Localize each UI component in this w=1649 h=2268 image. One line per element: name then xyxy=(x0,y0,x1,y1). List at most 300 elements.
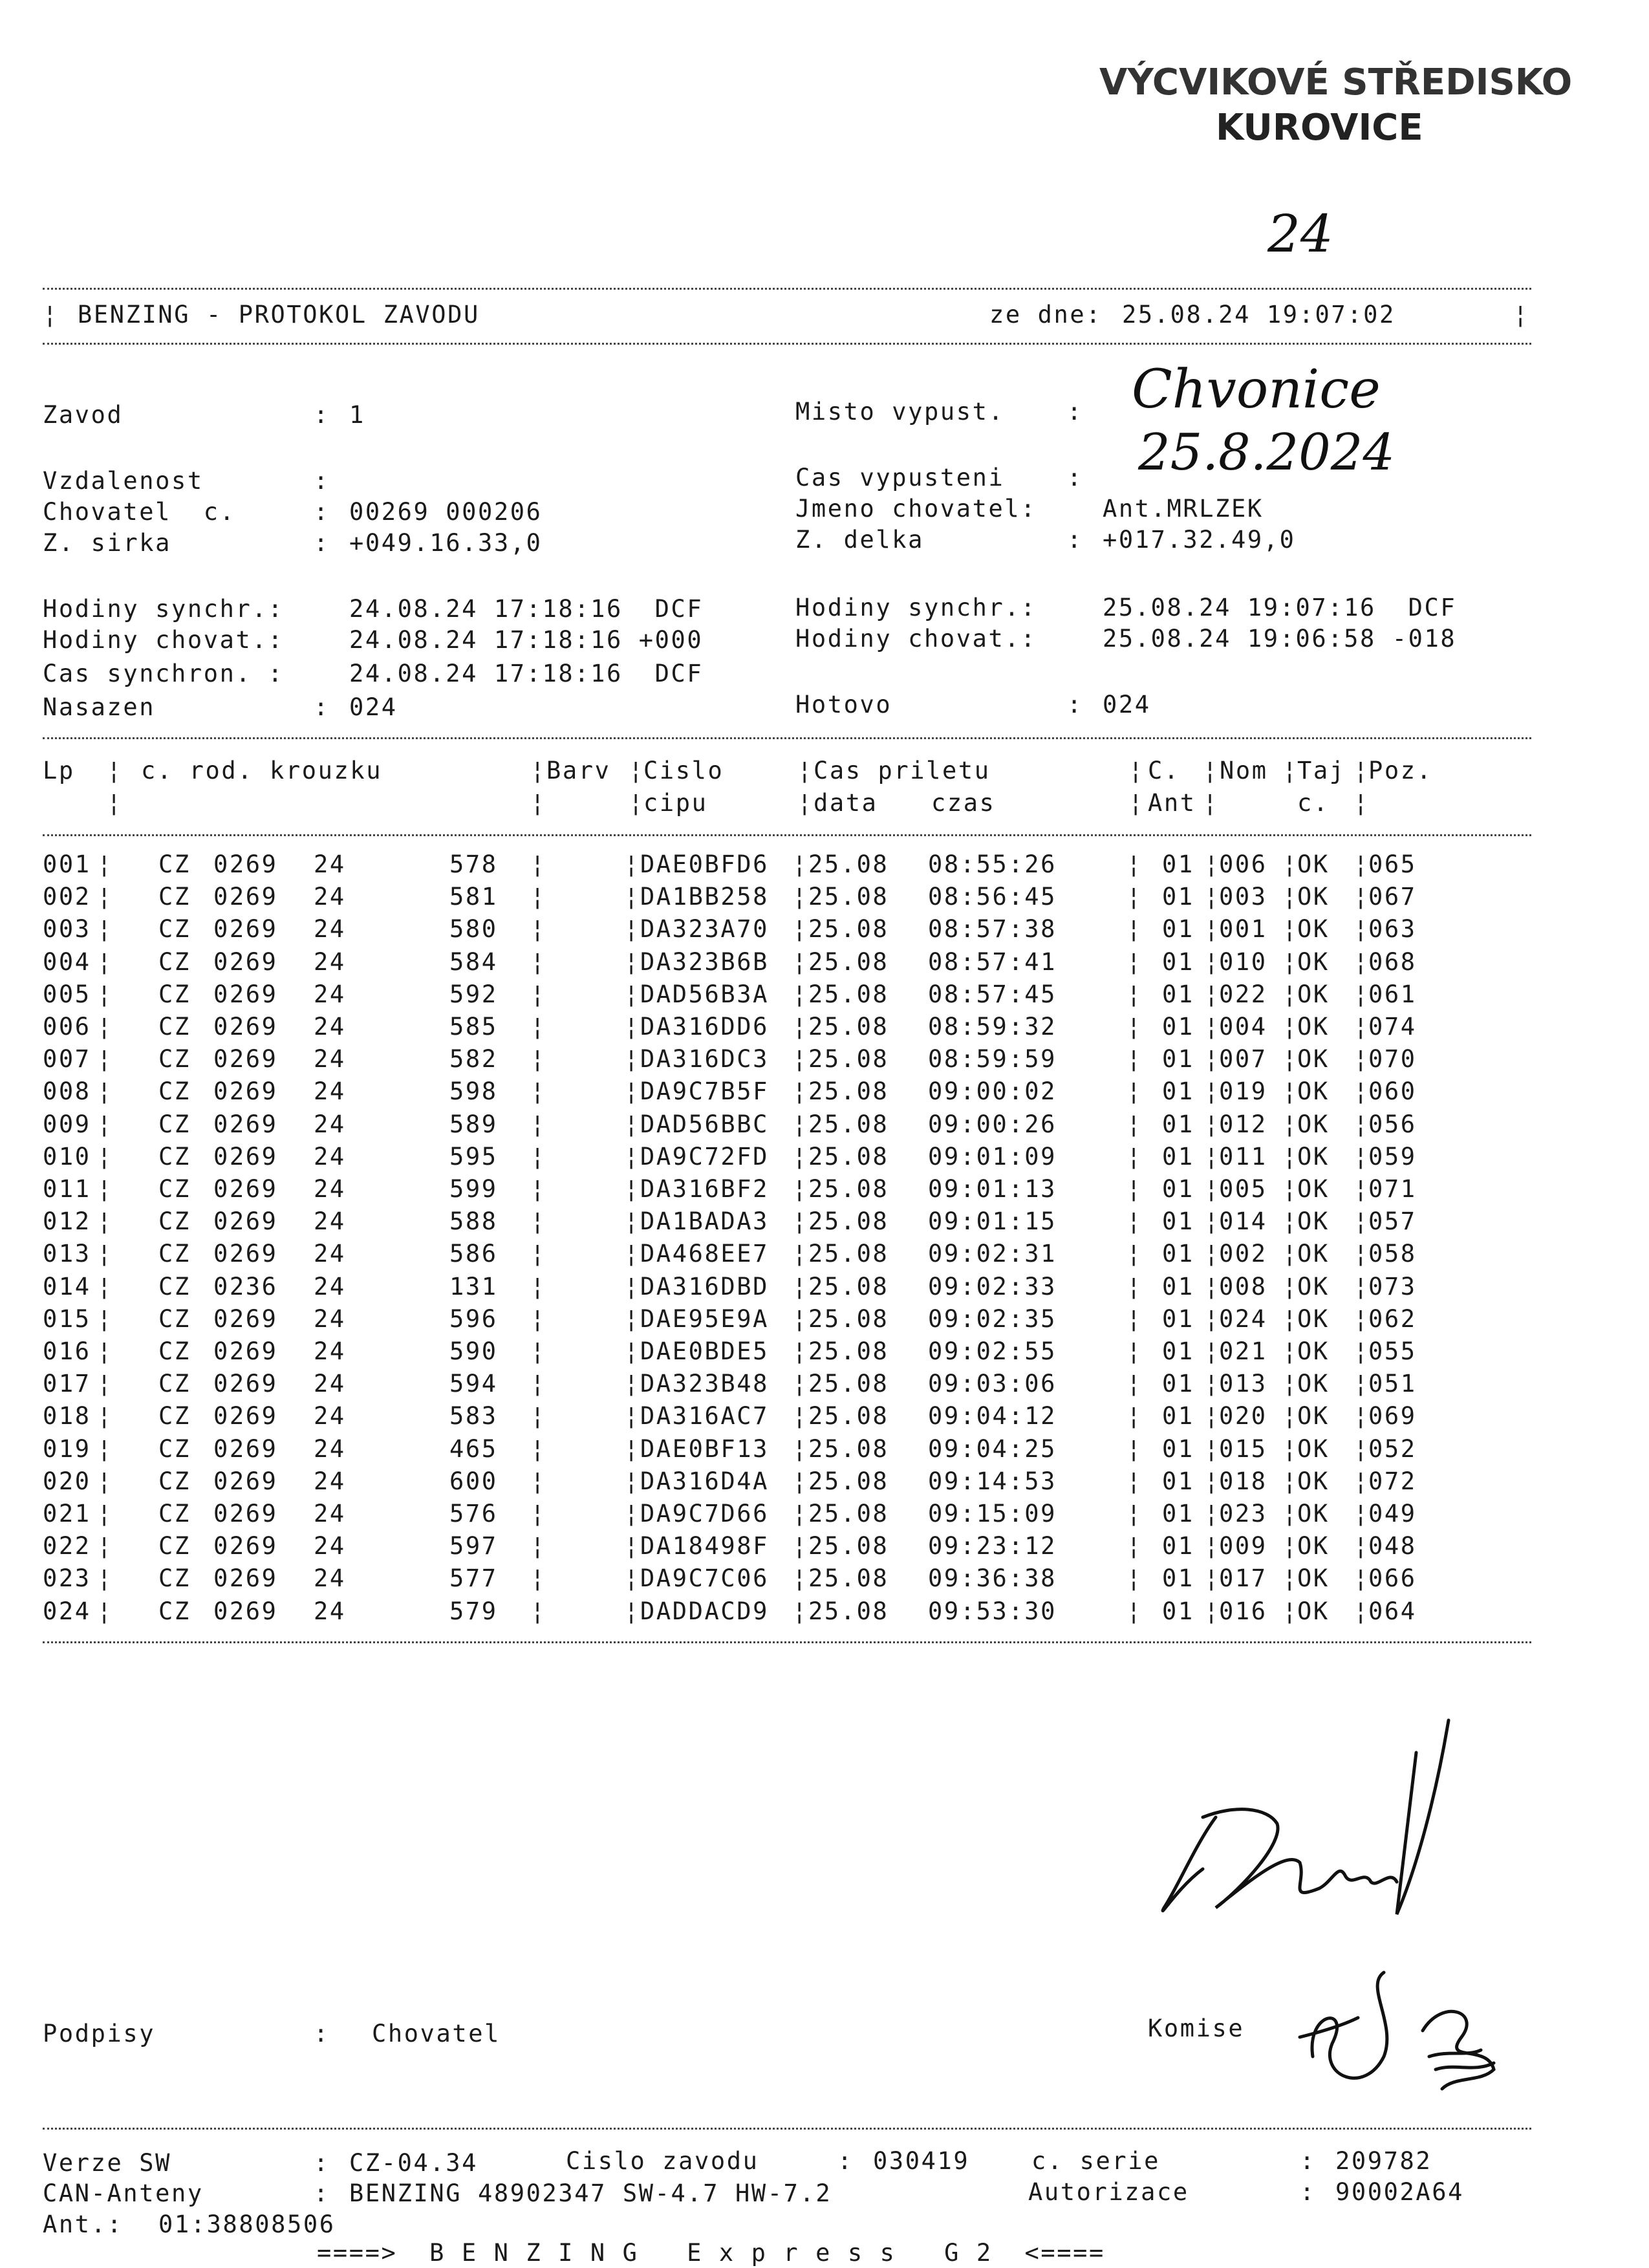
col-sep: ¦ xyxy=(1353,1240,1370,1268)
cell-time: 08:57:41 xyxy=(928,947,1057,976)
col-sep: ¦ xyxy=(1353,1013,1370,1041)
cell-time: 09:01:15 xyxy=(928,1207,1057,1236)
cell-lp: 019 xyxy=(43,1434,91,1463)
cell-nom: 015 xyxy=(1219,1434,1267,1463)
cell-ring-number: 599 xyxy=(449,1175,498,1203)
cell-ring-number: 586 xyxy=(449,1240,498,1268)
col-sep: ¦ xyxy=(530,1500,546,1528)
col-sep: ¦ xyxy=(1353,947,1370,976)
sirka-label: Z. sirka xyxy=(43,529,172,557)
cell-time: 09:00:26 xyxy=(928,1110,1057,1138)
cell-date: 25.08 xyxy=(808,1175,889,1203)
col-sep: ¦ xyxy=(1126,947,1143,976)
col-sep: ¦ xyxy=(1126,915,1143,944)
cell-nom: 011 xyxy=(1219,1142,1267,1171)
col-cas-header: Cas priletu xyxy=(814,757,991,784)
cell-breeder: 0269 xyxy=(213,1110,278,1138)
cell-year: 24 xyxy=(314,1370,346,1398)
ant-label: Ant.: xyxy=(43,2210,124,2238)
cell-breeder: 0269 xyxy=(213,1077,278,1106)
divider xyxy=(43,1641,1531,1643)
cell-chip: DAD56BBC xyxy=(640,1110,770,1138)
cell-country: CZ xyxy=(158,1564,191,1593)
col-sep: ¦ xyxy=(530,1564,546,1593)
col-sep: ¦ xyxy=(792,1077,808,1106)
cell-date: 25.08 xyxy=(808,1077,889,1106)
cell-chip: DAE95E9A xyxy=(640,1304,770,1333)
zavod-value: 1 xyxy=(349,401,365,429)
cell-chip: DA323B6B xyxy=(640,947,770,976)
col-sep: ¦ xyxy=(530,1402,546,1431)
col-cipu-header: cipu xyxy=(643,789,708,817)
col-sep: ¦ xyxy=(1282,1402,1299,1431)
cell-time: 08:55:26 xyxy=(928,850,1057,878)
cell-time: 09:23:12 xyxy=(928,1532,1057,1561)
col-sep: ¦ xyxy=(1126,1272,1143,1301)
col-sep: ¦ xyxy=(1282,1532,1299,1561)
cell-lp: 021 xyxy=(43,1500,91,1528)
col-sep: ¦ xyxy=(1204,1272,1220,1301)
col-ring-header: c. rod. krouzku xyxy=(141,757,383,784)
cell-year: 24 xyxy=(314,883,346,911)
col-sep: ¦ xyxy=(624,1013,640,1041)
col-sep: ¦ xyxy=(1204,1304,1220,1333)
cell-poz: 068 xyxy=(1368,947,1417,976)
col-sep: ¦ xyxy=(1353,1207,1370,1236)
cell-date: 25.08 xyxy=(808,1207,889,1236)
date-value: 25.08.24 19:07:02 xyxy=(1122,301,1396,329)
col-sep: ¦ xyxy=(1126,1110,1143,1138)
delka-label: Z. delka xyxy=(795,526,925,554)
cell-ring-number: 581 xyxy=(449,883,498,911)
cell-chip: DA316AC7 xyxy=(640,1402,770,1431)
cell-taj: OK xyxy=(1297,1077,1330,1106)
col-sep: ¦ xyxy=(1353,1500,1370,1528)
col-sep: ¦ xyxy=(1282,1013,1299,1041)
col-sep: ¦ xyxy=(1282,1434,1299,1463)
cell-breeder: 0269 xyxy=(213,1045,278,1074)
cell-lp: 006 xyxy=(43,1013,91,1041)
col-sep: ¦ xyxy=(1203,757,1219,784)
cell-lp: 002 xyxy=(43,883,91,911)
cell-antenna: 01 xyxy=(1162,1304,1194,1333)
col-sep: ¦ xyxy=(1126,1564,1143,1593)
cell-poz: 067 xyxy=(1368,883,1417,911)
col-sep: ¦ xyxy=(97,850,113,878)
col-sep: ¦ xyxy=(1126,1597,1143,1625)
cell-time: 09:01:13 xyxy=(928,1175,1057,1203)
col-sep: ¦ xyxy=(97,1532,113,1561)
colon: : xyxy=(314,529,330,557)
colon: : xyxy=(314,2149,330,2177)
col-sep: ¦ xyxy=(1282,1370,1299,1398)
col-sep: ¦ xyxy=(792,1272,808,1301)
col-sep: ¦ xyxy=(1126,1467,1143,1495)
cell-taj: OK xyxy=(1297,947,1330,976)
cell-antenna: 01 xyxy=(1162,1532,1194,1561)
col-sep: ¦ xyxy=(792,947,808,976)
handwritten-date: 25.8.2024 xyxy=(1138,424,1395,482)
col-sep: ¦ xyxy=(530,1434,546,1463)
cell-breeder: 0236 xyxy=(213,1272,278,1301)
colon: : xyxy=(314,498,330,526)
table-row xyxy=(0,883,1649,915)
sync-left-value-2: 24.08.24 17:18:16 +000 xyxy=(349,626,704,654)
cell-year: 24 xyxy=(314,1110,346,1138)
cell-taj: OK xyxy=(1297,1142,1330,1171)
cell-poz: 065 xyxy=(1368,850,1417,878)
cell-antenna: 01 xyxy=(1162,1564,1194,1593)
cell-year: 24 xyxy=(314,1077,346,1106)
table-row xyxy=(0,1110,1649,1143)
hotovo-value: 024 xyxy=(1103,691,1151,718)
cell-taj: OK xyxy=(1297,1175,1330,1203)
sync-right-value-2: 25.08.24 19:06:58 -018 xyxy=(1103,625,1457,653)
col-sep: ¦ xyxy=(624,1370,640,1398)
col-sep: ¦ xyxy=(97,1175,113,1203)
cell-nom: 005 xyxy=(1219,1175,1267,1203)
cell-antenna: 01 xyxy=(1162,1337,1194,1365)
cell-date: 25.08 xyxy=(808,1402,889,1431)
col-sep: ¦ xyxy=(530,1304,546,1333)
cell-antenna: 01 xyxy=(1162,1467,1194,1495)
col-sep: ¦ xyxy=(1126,1532,1143,1561)
stamp-line-1: VÝCVIKOVÉ STŘEDISKO xyxy=(1099,61,1573,103)
cell-country: CZ xyxy=(158,1045,191,1074)
cell-time: 09:02:55 xyxy=(928,1337,1057,1365)
col-sep: ¦ xyxy=(624,1434,640,1463)
col-sep: ¦ xyxy=(1204,1434,1220,1463)
cell-breeder: 0269 xyxy=(213,850,278,878)
col-taj-c-header: c. xyxy=(1297,789,1330,817)
sync-left-label-3: Cas synchron. : xyxy=(43,660,285,687)
cell-date: 25.08 xyxy=(808,915,889,944)
cell-breeder: 0269 xyxy=(213,1207,278,1236)
col-czas-header: czas xyxy=(931,789,996,817)
cell-time: 09:03:06 xyxy=(928,1370,1057,1398)
col-sep: ¦ xyxy=(97,1564,113,1593)
col-sep: ¦ xyxy=(1204,1240,1220,1268)
col-sep: ¦ xyxy=(1204,883,1220,911)
cell-lp: 018 xyxy=(43,1402,91,1431)
cell-year: 24 xyxy=(314,1337,346,1365)
cell-nom: 021 xyxy=(1219,1337,1267,1365)
col-sep: ¦ xyxy=(1204,1370,1220,1398)
col-sep: ¦ xyxy=(1282,850,1299,878)
col-sep: ¦ xyxy=(1282,1564,1299,1593)
cell-time: 09:01:09 xyxy=(928,1142,1057,1171)
colon: : xyxy=(314,2179,330,2207)
cell-taj: OK xyxy=(1297,1045,1330,1074)
cell-poz: 058 xyxy=(1368,1240,1417,1268)
divider xyxy=(43,288,1531,290)
cell-chip: DAE0BDE5 xyxy=(640,1337,770,1365)
table-row xyxy=(0,1467,1649,1500)
table-row xyxy=(0,850,1649,883)
col-sep: ¦ xyxy=(1204,1110,1220,1138)
cell-antenna: 01 xyxy=(1162,1110,1194,1138)
cell-poz: 052 xyxy=(1368,1434,1417,1463)
cell-country: CZ xyxy=(158,1500,191,1528)
col-sep: ¦ xyxy=(624,1142,640,1171)
cell-taj: OK xyxy=(1297,1207,1330,1236)
sync-left-label-2: Hodiny chovat.: xyxy=(43,626,285,654)
cell-poz: 063 xyxy=(1368,915,1417,944)
cell-country: CZ xyxy=(158,850,191,878)
cell-antenna: 01 xyxy=(1162,1500,1194,1528)
cell-poz: 056 xyxy=(1368,1110,1417,1138)
col-sep: ¦ xyxy=(97,1272,113,1301)
cell-year: 24 xyxy=(314,1142,346,1171)
cell-nom: 013 xyxy=(1219,1370,1267,1398)
divider xyxy=(43,343,1531,345)
cell-chip: DADDACD9 xyxy=(640,1597,770,1625)
col-c-header: C. xyxy=(1148,757,1180,784)
cell-taj: OK xyxy=(1297,1013,1330,1041)
cell-country: CZ xyxy=(158,883,191,911)
cell-year: 24 xyxy=(314,1272,346,1301)
col-sep: ¦ xyxy=(530,1272,546,1301)
chovatel-label: Chovatel c. xyxy=(43,498,236,526)
cell-time: 09:02:35 xyxy=(928,1304,1057,1333)
col-sep: ¦ xyxy=(1282,757,1299,784)
table-row xyxy=(0,1045,1649,1077)
col-sep: ¦ xyxy=(1282,1077,1299,1106)
col-sep: ¦ xyxy=(1126,1304,1143,1333)
can-value: BENZING 48902347 SW-4.7 HW-7.2 xyxy=(349,2179,832,2207)
col-sep: ¦ xyxy=(1353,1304,1370,1333)
colon: : xyxy=(314,401,330,429)
col-sep: ¦ xyxy=(1204,1013,1220,1041)
cell-antenna: 01 xyxy=(1162,1077,1194,1106)
col-sep: ¦ xyxy=(1282,1500,1299,1528)
cell-lp: 015 xyxy=(43,1304,91,1333)
cell-lp: 012 xyxy=(43,1207,91,1236)
cell-chip: DAE0BFD6 xyxy=(640,850,770,878)
cell-year: 24 xyxy=(314,1207,346,1236)
col-sep: ¦ xyxy=(1282,1110,1299,1138)
col-sep: ¦ xyxy=(1126,1045,1143,1074)
cell-time: 08:57:38 xyxy=(928,915,1057,944)
col-sep: ¦ xyxy=(792,1597,808,1625)
cell-time: 08:57:45 xyxy=(928,980,1057,1008)
cell-year: 24 xyxy=(314,1434,346,1463)
col-sep: ¦ xyxy=(1353,757,1370,784)
cell-chip: DA316DD6 xyxy=(640,1013,770,1041)
col-sep: ¦ xyxy=(1126,1077,1143,1106)
cell-ring-number: 589 xyxy=(449,1110,498,1138)
cell-year: 24 xyxy=(314,915,346,944)
col-sep: ¦ xyxy=(1353,850,1370,878)
sync-left-value-1: 24.08.24 17:18:16 DCF xyxy=(349,595,704,623)
col-sep: ¦ xyxy=(107,789,123,817)
cell-time: 08:59:59 xyxy=(928,1045,1057,1074)
table-row xyxy=(0,1500,1649,1532)
cell-country: CZ xyxy=(158,1207,191,1236)
col-sep: ¦ xyxy=(1282,980,1299,1008)
cell-nom: 006 xyxy=(1219,850,1267,878)
cell-breeder: 0269 xyxy=(213,1500,278,1528)
cell-ring-number: 131 xyxy=(449,1272,498,1301)
cell-antenna: 01 xyxy=(1162,915,1194,944)
cell-poz: 072 xyxy=(1368,1467,1417,1495)
col-sep: ¦ xyxy=(1282,947,1299,976)
col-sep: ¦ xyxy=(97,1142,113,1171)
cas-vypusteni-label: Cas vypusteni xyxy=(795,464,1005,491)
cell-antenna: 01 xyxy=(1162,1013,1194,1041)
cell-time: 09:04:25 xyxy=(928,1434,1057,1463)
cell-breeder: 0269 xyxy=(213,1175,278,1203)
cell-date: 25.08 xyxy=(808,1370,889,1398)
col-sep: ¦ xyxy=(1204,1207,1220,1236)
col-sep: ¦ xyxy=(530,883,546,911)
col-sep: ¦ xyxy=(792,1337,808,1365)
table-row xyxy=(0,1402,1649,1434)
cell-lp: 004 xyxy=(43,947,91,976)
cell-poz: 057 xyxy=(1368,1207,1417,1236)
col-sep: ¦ xyxy=(1353,1402,1370,1431)
cell-date: 25.08 xyxy=(808,1142,889,1171)
cell-ring-number: 598 xyxy=(449,1077,498,1106)
col-sep: ¦ xyxy=(624,1597,640,1625)
cell-year: 24 xyxy=(314,1597,346,1625)
col-sep: ¦ xyxy=(1126,1175,1143,1203)
cell-chip: DA1BB258 xyxy=(640,883,770,911)
cell-nom: 020 xyxy=(1219,1402,1267,1431)
col-sep: ¦ xyxy=(97,1467,113,1495)
col-sep: ¦ xyxy=(1203,789,1219,817)
col-sep: ¦ xyxy=(1126,980,1143,1008)
col-sep: ¦ xyxy=(97,1077,113,1106)
cell-ring-number: 595 xyxy=(449,1142,498,1171)
cell-breeder: 0269 xyxy=(213,1532,278,1561)
col-sep: ¦ xyxy=(797,789,814,817)
benzing-brand: ====> B E N Z I N G E x p r e s s G 2 <==== xyxy=(317,2239,1105,2267)
cell-antenna: 01 xyxy=(1162,1207,1194,1236)
col-sep: ¦ xyxy=(530,1142,546,1171)
cell-poz: 060 xyxy=(1368,1077,1417,1106)
col-sep: ¦ xyxy=(1128,789,1145,817)
cell-year: 24 xyxy=(314,1013,346,1041)
cell-poz: 055 xyxy=(1368,1337,1417,1365)
cell-taj: OK xyxy=(1297,1337,1330,1365)
cell-ring-number: 597 xyxy=(449,1532,498,1561)
cell-taj: OK xyxy=(1297,1370,1330,1398)
verze-value: CZ-04.34 xyxy=(349,2149,479,2177)
cell-time: 09:02:33 xyxy=(928,1272,1057,1301)
col-sep: ¦ xyxy=(1126,1500,1143,1528)
cell-lp: 009 xyxy=(43,1110,91,1138)
table-row xyxy=(0,1207,1649,1240)
cell-nom: 008 xyxy=(1219,1272,1267,1301)
col-sep: ¦ xyxy=(624,1532,640,1561)
col-sep: ¦ xyxy=(1204,1175,1220,1203)
col-cislo-header: Cislo xyxy=(643,757,724,784)
cell-chip: DA9C72FD xyxy=(640,1142,770,1171)
cell-taj: OK xyxy=(1297,1402,1330,1431)
col-sep: ¦ xyxy=(1353,1045,1370,1074)
cell-date: 25.08 xyxy=(808,1272,889,1301)
vzdalenost-label: Vzdalenost xyxy=(43,467,204,495)
cell-antenna: 01 xyxy=(1162,1142,1194,1171)
col-sep: ¦ xyxy=(1126,883,1143,911)
cell-ring-number: 583 xyxy=(449,1402,498,1431)
cell-ring-number: 584 xyxy=(449,947,498,976)
cell-antenna: 01 xyxy=(1162,1175,1194,1203)
col-sep: ¦ xyxy=(1353,1467,1370,1495)
col-sep: ¦ xyxy=(530,850,546,878)
cell-antenna: 01 xyxy=(1162,850,1194,878)
autorizace-value: 90002A64 xyxy=(1335,2178,1465,2206)
cell-country: CZ xyxy=(158,1467,191,1495)
cell-chip: DAD56B3A xyxy=(640,980,770,1008)
col-sep: ¦ xyxy=(1204,915,1220,944)
col-sep: ¦ xyxy=(792,980,808,1008)
cell-breeder: 0269 xyxy=(213,1597,278,1625)
table-row xyxy=(0,980,1649,1013)
col-sep: ¦ xyxy=(1282,1142,1299,1171)
cell-date: 25.08 xyxy=(808,850,889,878)
cell-taj: OK xyxy=(1297,1272,1330,1301)
cell-year: 24 xyxy=(314,1564,346,1593)
col-sep: ¦ xyxy=(1126,1207,1143,1236)
sirka-value: +049.16.33,0 xyxy=(349,529,543,557)
cell-year: 24 xyxy=(314,980,346,1008)
cell-lp: 010 xyxy=(43,1142,91,1171)
chovatel-value: 00269 000206 xyxy=(349,498,543,526)
col-sep: ¦ xyxy=(792,1532,808,1561)
cell-poz: 070 xyxy=(1368,1045,1417,1074)
cell-taj: OK xyxy=(1297,980,1330,1008)
cell-breeder: 0269 xyxy=(213,1304,278,1333)
col-sep: ¦ xyxy=(1353,789,1370,817)
komise-label: Komise xyxy=(1148,2014,1245,2042)
cell-country: CZ xyxy=(158,1240,191,1268)
col-sep: ¦ xyxy=(1282,883,1299,911)
cell-time: 09:36:38 xyxy=(928,1564,1057,1593)
col-sep: ¦ xyxy=(792,1013,808,1041)
border-bar-right: ¦ xyxy=(1513,301,1529,329)
cell-ring-number: 580 xyxy=(449,915,498,944)
col-nom-header: Nom xyxy=(1220,757,1268,784)
cell-taj: OK xyxy=(1297,1597,1330,1625)
col-sep: ¦ xyxy=(1204,1142,1220,1171)
podpisy-label: Podpisy xyxy=(43,2020,156,2047)
cell-date: 25.08 xyxy=(808,1013,889,1041)
cell-country: CZ xyxy=(158,1597,191,1625)
col-sep: ¦ xyxy=(530,1337,546,1365)
cell-country: CZ xyxy=(158,980,191,1008)
colon: : xyxy=(1067,691,1083,718)
col-sep: ¦ xyxy=(792,1564,808,1593)
cell-time: 09:15:09 xyxy=(928,1500,1057,1528)
col-sep: ¦ xyxy=(97,980,113,1008)
cell-poz: 062 xyxy=(1368,1304,1417,1333)
cell-breeder: 0269 xyxy=(213,1337,278,1365)
cell-taj: OK xyxy=(1297,1434,1330,1463)
col-sep: ¦ xyxy=(530,915,546,944)
col-sep: ¦ xyxy=(624,1304,640,1333)
col-sep: ¦ xyxy=(1126,1240,1143,1268)
col-sep: ¦ xyxy=(97,1045,113,1074)
col-sep: ¦ xyxy=(624,1110,640,1138)
cell-poz: 073 xyxy=(1368,1272,1417,1301)
cell-country: CZ xyxy=(158,1402,191,1431)
col-lp-header: Lp xyxy=(43,757,75,784)
cell-chip: DA18498F xyxy=(640,1532,770,1561)
cell-lp: 005 xyxy=(43,980,91,1008)
col-sep: ¦ xyxy=(792,850,808,878)
